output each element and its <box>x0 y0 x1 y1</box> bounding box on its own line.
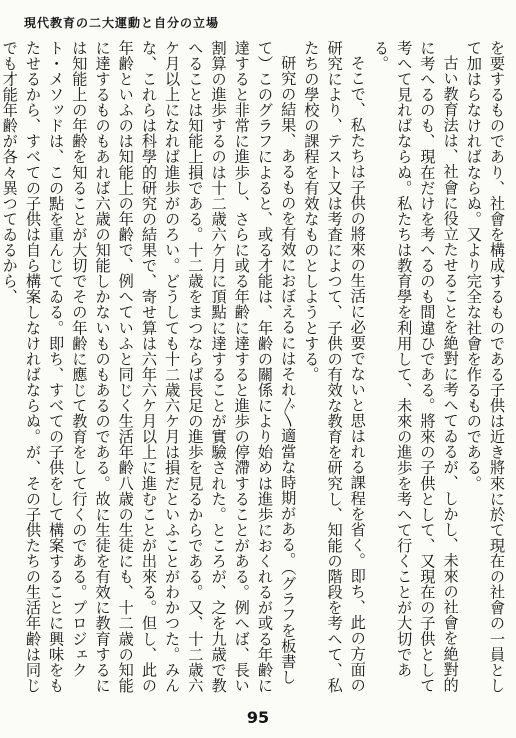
paragraph-continuation: を要するものであり、社會を構成するものである子供は近き將來に於て現在の社會の一員として加はらなければならぬ。又より完全な社會を作るものである。 <box>464 40 506 694</box>
page-number: 95 <box>246 708 270 727</box>
vertical-text-body <box>0 40 508 694</box>
paragraph-research-results: 研究の結果、あるものを有效におぼえるにはそれ〴〵適當な時期がある。（グラフを板書して）このグラフによると、或る才能は、年齢の關係により始めは進歩におくれるが或る年齢に達すると非常に進歩し、さらに或る年齢に達すると進歩の停滯することがある。例へば、長い割算の進歩するのは十二歳六ケ月に頂點に達することが實驗された。ところが、之を九歳で教へることは知能上損である。十二歳をまつならば長足の進歩を見るからである。又、十二歳六ケ月以上になれば進歩がのろい。どうしても十二歳六ケ月は損だといふことがわかつた。みんな、これらは科學的研究の結果で、寄せ算は六年六ケ月以上に進むことが出來る。但し、此の年齢といふのは知能上の年齢で、例へていふと同じく生活年齢八歳の生徒にも、十二歳の知能に達するものもあれば六歳の知能しかないものもあるのである。故に生徒を有效に教育するには知能上の年齢を知ることが大切でその年齢に應じて教育をして行くのである。プロジェクト・メソッドは、この點を重んじてゐる。即ち、すべての子供をして構案することに興味をもたせるから、すべての子供は自ら構案しなければならぬ。が、その子供たちの生活年齢は同じでも才能年齢が各々異つてゐるから、 <box>0 40 298 694</box>
running-title: 現代教育の二大運動と自分の立場 <box>24 16 220 30</box>
paragraph-curriculum: そこで、私たちは子供の將來の生活に必要でないと思はれる課程を省く。即ち、此の方面の研究により、テスト又は考査によつて、子供の有效な教育を研究し、知能の階段を考へて、私たちの學校の課程を有效なものとしようとする。 <box>302 40 367 694</box>
paragraph-old-education: 古い教育法は、社會に役立たせることを絶對に考へてゐるが、しかし、未來の社會を絶對的に考へるのも、現在だけを考へるのも間違ひである。將來の子供として、又現在の子供として考へて見ればならぬ。私たちは教育學を利用して、未來の進歩を考へて行くことが大切である。 <box>371 40 460 694</box>
